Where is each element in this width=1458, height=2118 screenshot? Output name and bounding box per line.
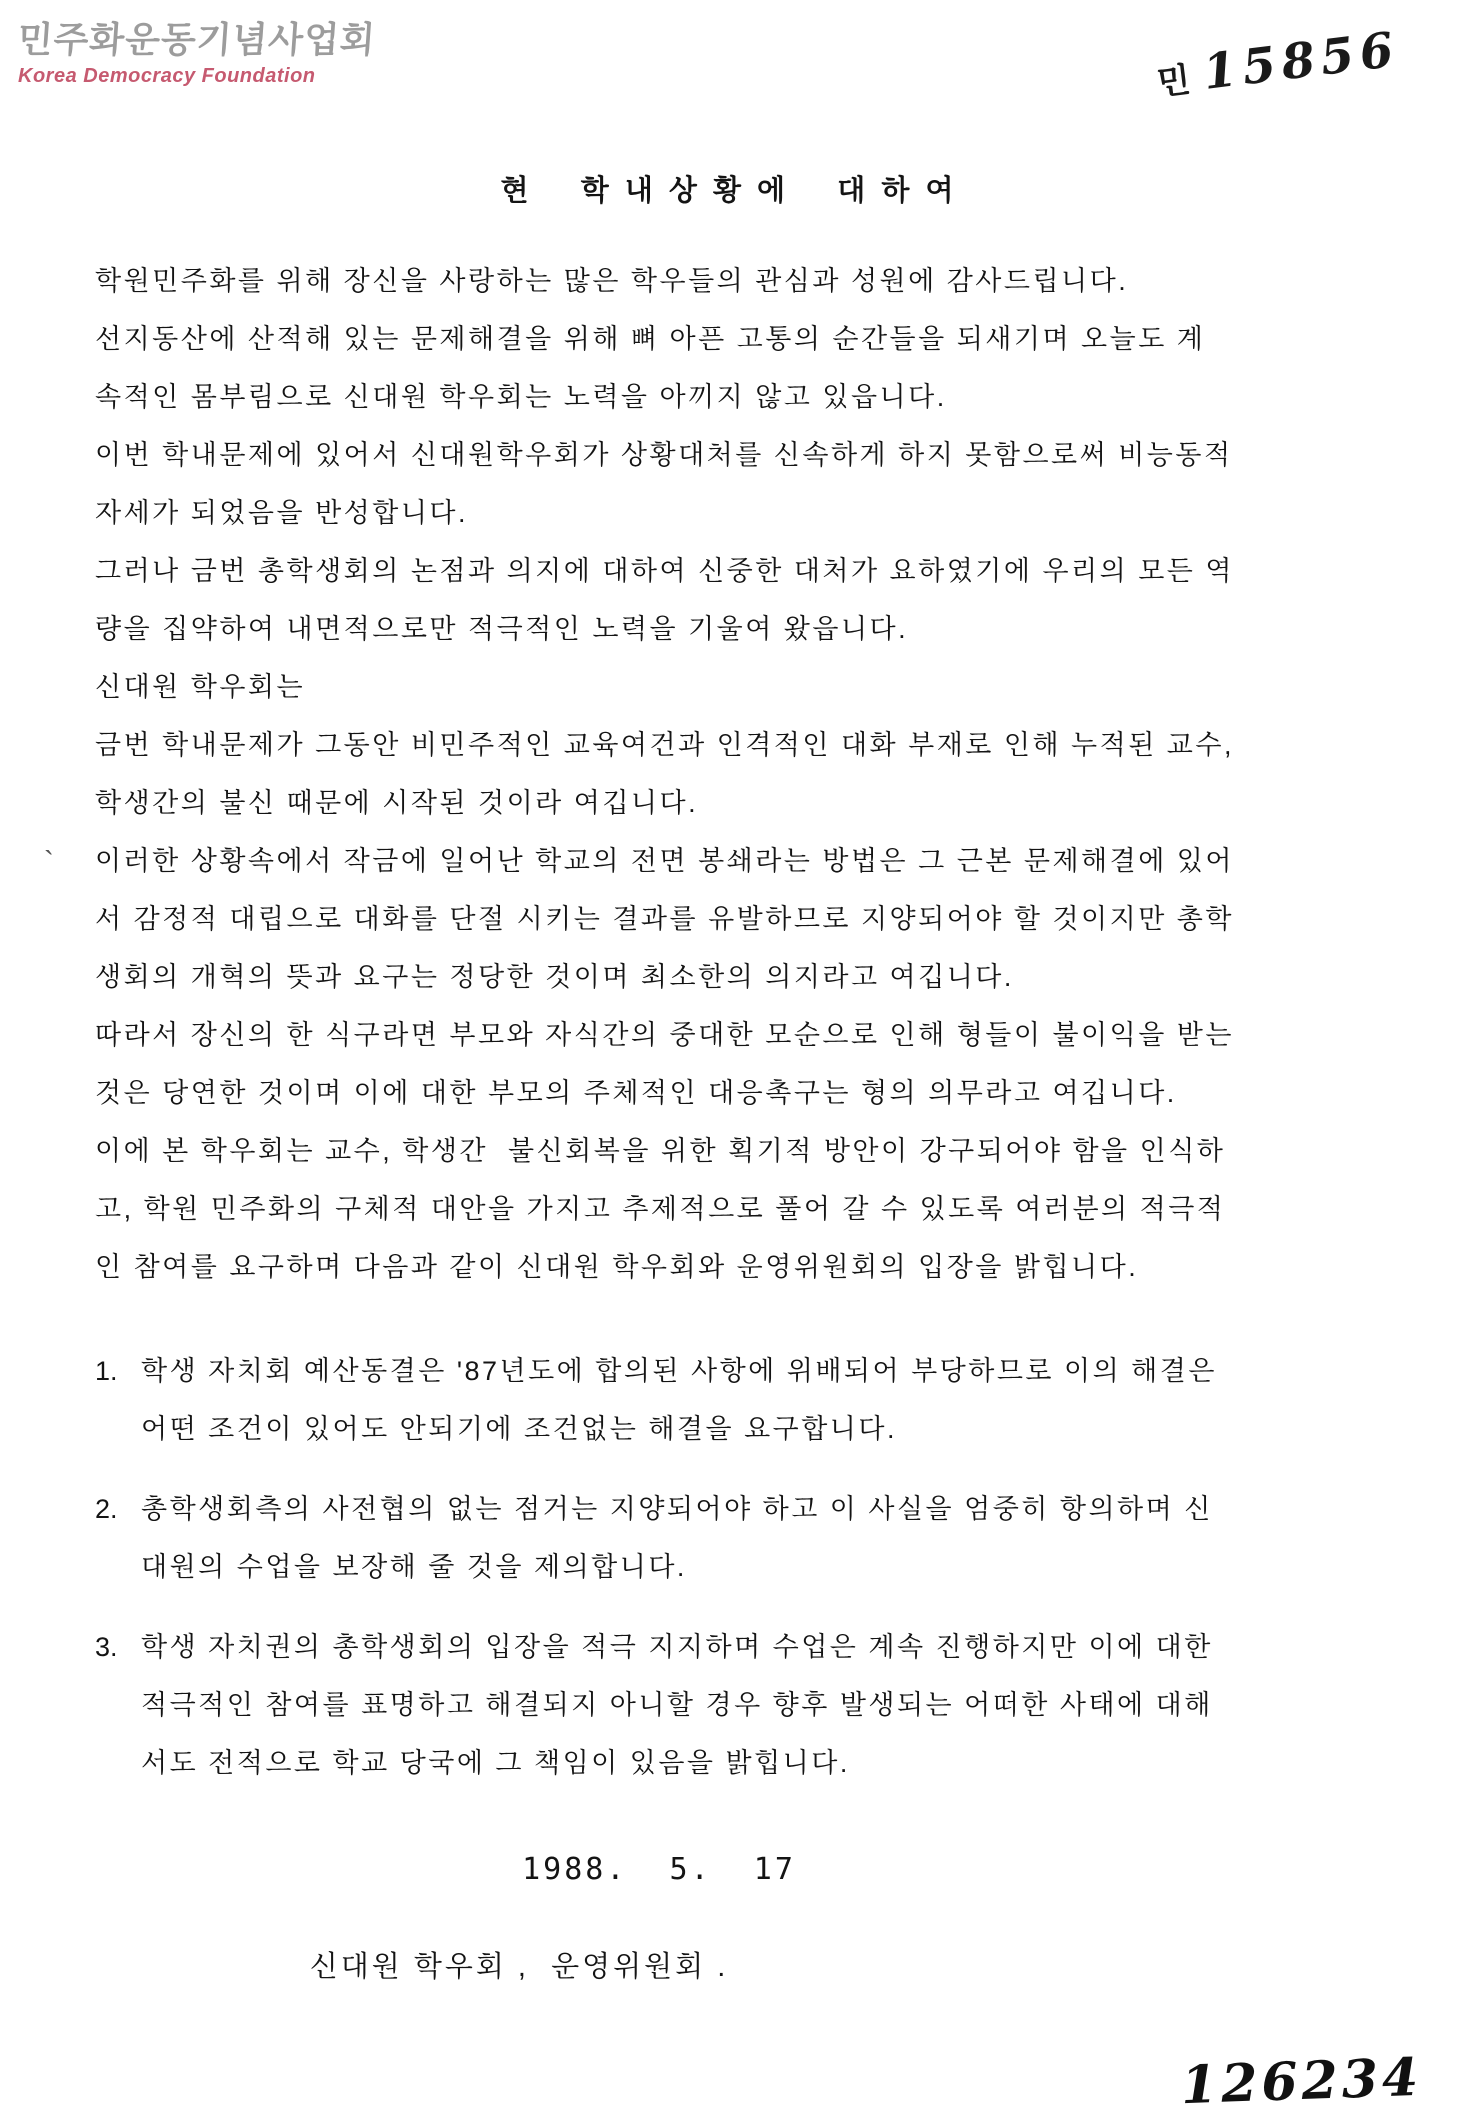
kdf-logo (18, 12, 376, 88)
stray-mark: ` (44, 846, 54, 879)
kdf-logo-english: Korea Democracy Foundation (18, 65, 316, 87)
item-number: 2. (95, 1494, 118, 1524)
item-line: 적극적인 참여를 표명하고 해결되지 아니할 경우 향후 발생되는 어떠한 사태에 대해 (141, 1690, 1213, 1720)
archive-number: 126234 (1179, 2046, 1423, 2117)
item-lines (141, 1618, 1394, 1792)
item-number: 3. (95, 1632, 118, 1662)
body-line: 자세가 되었음을 반성합니다. (95, 498, 468, 528)
registry-number (1154, 21, 1403, 106)
registry-prefix: 민 (1155, 60, 1193, 103)
body-line: 따라서 장신의 한 식구라면 부모와 자식간의 중대한 모순으로 인해 형들이 불이익을 받는 (95, 1020, 1234, 1050)
statement-item-1 (95, 1342, 1394, 1458)
body-line: 그러나 금번 총학생회의 논점과 의지에 대하여 신중한 대처가 요하였기에 우리의 모든 역 (95, 556, 1234, 586)
body-line: 생회의 개혁의 뜻과 요구는 정당한 것이며 최소한의 의지라고 여깁니다. (95, 962, 1014, 992)
item-number: 1. (95, 1356, 118, 1386)
body-text (95, 252, 1394, 1814)
body-line: 학원민주화를 위해 장신을 사랑하는 많은 학우들의 관심과 성원에 감사드립니다. (95, 266, 1129, 296)
signature-line: 신대원 학우회 , 운영위원회 . (309, 1951, 729, 1983)
item-lines (141, 1480, 1394, 1596)
item-line: 어떤 조건이 있어도 안되기에 조건없는 해결을 요구합니다. (141, 1414, 897, 1444)
body-line: 것은 당연한 것이며 이에 대한 부모의 주체적인 대응촉구는 형의 의무라고 여깁니다. (95, 1078, 1177, 1108)
item-line: 대원의 수업을 보장해 줄 것을 제의합니다. (141, 1552, 687, 1582)
item-line: 학생 자치권의 총학생회의 입장을 적극 지지하며 수업은 계속 진행하지만 이에 대한 (141, 1632, 1213, 1662)
body-line: 금번 학내문제가 그동안 비민주적인 교육여건과 인격적인 대화 부재로 인해 누적된 교수, (95, 730, 1234, 760)
item-lines (141, 1342, 1394, 1458)
body-line: 고, 학원 민주화의 구체적 대안을 가지고 추제적으로 풀어 갈 수 있도록 여러분의 적극적 (95, 1194, 1226, 1224)
body-line: 서 감정적 대립으로 대화를 단절 시키는 결과를 유발하므로 지양되어야 할 것이지만 총학 (95, 904, 1234, 934)
statement-item-3 (95, 1618, 1394, 1792)
body-line: 속적인 몸부림으로 신대원 학우회는 노력을 아끼지 않고 있읍니다. (95, 382, 947, 412)
item-line: 총학생회측의 사전협의 없는 점거는 지양되어야 하고 이 사실을 엄중히 항의하며 신 (141, 1494, 1213, 1524)
body-line: 이번 학내문제에 있어서 신대원학우회가 상황대처를 신속하게 하지 못함으로써 비능동적 (95, 440, 1233, 470)
item-line: 학생 자치회 예산동결은 '87년도에 합의된 사항에 위배되어 부당하므로 이의 해결은 (141, 1356, 1217, 1386)
body-line: 이러한 상황속에서 작금에 일어난 학교의 전면 봉쇄라는 방법은 그 근본 문제해결에 있어 (95, 846, 1234, 876)
body-line: 인 참여를 요구하며 다음과 같이 신대원 학우회와 운영위원회의 입장을 밝힙니다. (95, 1252, 1139, 1282)
body-line: 이에 본 학우회는 교수, 학생간 불신회복을 위한 획기적 방안이 강구되어야 함을 인식하 (95, 1136, 1226, 1166)
item-line: 서도 전적으로 학교 당국에 그 책임이 있음을 밝힙니다. (141, 1748, 850, 1778)
body-line: 학생간의 불신 때문에 시작된 것이라 여깁니다. (95, 788, 699, 818)
statement-list (95, 1342, 1394, 1792)
registry-digits: 15856 (1200, 21, 1403, 101)
date-line: 1988. 5. 17 (522, 1852, 796, 1887)
kdf-logo-korean: 민주화운동기념사업회 (16, 19, 378, 61)
body-line: 량을 집약하여 내면적으로만 적극적인 노력을 기울여 왔읍니다. (95, 614, 909, 644)
document-title: 현 학 내 상 황 에 대 하 여 (500, 175, 958, 207)
body-line: 선지동산에 산적해 있는 문제해결을 위해 뼈 아픈 고통의 순간들을 되새기며 오늘도 계 (95, 324, 1206, 354)
statement-item-2 (95, 1480, 1394, 1596)
body-line: 신대원 학우회는 (95, 672, 306, 702)
